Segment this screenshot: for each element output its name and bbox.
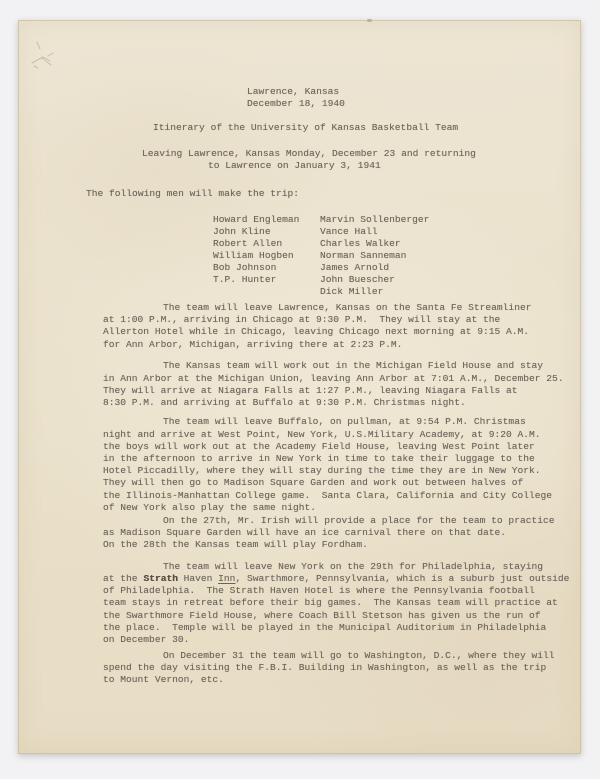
roster-name: James Arnold: [320, 261, 390, 273]
paragraph-line: On the 27th, Mr. Irish will provide a place for the team to practice: [163, 514, 555, 526]
paragraph-line: Hotel Piccadilly, where they will stay during the time they are in New York.: [103, 465, 541, 477]
paragraph-line: in Ann Arbor at the Michigan Union, leaving Ann Arbor at 7:01 A.M., December 25.: [103, 372, 564, 384]
roster-left-column: [213, 214, 299, 286]
document-title: Itinerary of the University of Kansas Basketball Team: [153, 122, 459, 133]
paragraph-line: the boys will work out at the Academy Field House, leaving West Point later: [103, 440, 535, 452]
document-page: [18, 20, 581, 754]
text-segment: , Swarthmore, Pennsylvania, which is a suburb just outside: [235, 573, 570, 584]
paragraph-2: [103, 360, 564, 409]
text-segment: at the: [103, 573, 144, 584]
paragraph-line: The team will leave Lawrence, Kansas on the Santa Fe Streamliner: [163, 302, 532, 313]
roster-name: Dick Miller: [320, 285, 384, 297]
paragraph-line: They will arrive at Niagara Falls at 1:27 P.M., leaving Niagara Falls at: [103, 384, 518, 396]
roster-name: Charles Walker: [320, 237, 401, 249]
subtitle-line-2: to Lawrence on January 3, 1941: [208, 159, 381, 171]
paragraph-line: the place. Temple will be played in the Municipal Auditorium in Philadelphia: [103, 621, 547, 633]
text-segment: Haven: [177, 573, 219, 584]
roster-name: T.P. Hunter: [213, 273, 277, 285]
paragraph-line: for Ann Arbor, Michigan, arriving there at 2:23 P.M.: [103, 338, 403, 350]
roster-name: William Hogben: [213, 249, 294, 261]
subtitle-line-1: Leaving Lawrence, Kansas Monday, December 23 and returning: [142, 147, 476, 159]
paragraph-4: [103, 515, 555, 552]
roster-name: Bob Johnson: [213, 261, 277, 273]
paper-edge-nick: [367, 19, 372, 22]
paragraph-line: the Illinois-Manhattan College game. Santa Clara, California and City College: [103, 489, 553, 501]
paragraph-line: as Madison Square Garden will have an ice carnival there on that date.: [103, 527, 507, 538]
paragraph-line: 8:30 P.M. and arriving at Buffalo at 9:30 P.M. Christmas night.: [103, 396, 466, 408]
paragraph-line: They will then go to Madison Square Garden and work out between halves of: [103, 477, 524, 489]
paragraph-line: The team will leave New York on the 29th for Philadelphia, staying: [163, 560, 543, 572]
paragraph-3: [103, 416, 552, 514]
paragraph-6: [103, 650, 555, 687]
paragraph-line: on December 30.: [103, 634, 190, 646]
paragraph-line: [103, 573, 569, 585]
paragraph-line: at 1:00 P.M., arriving in Chicago at 9:30 P.M. They will stay at the: [103, 314, 501, 326]
paragraph-line: the Swarthmore Field House, where Coach Bill Stetson has given us the run of: [103, 609, 541, 621]
date-line: December 18, 1940: [247, 98, 345, 109]
roster-name: John Buescher: [320, 273, 395, 285]
roster-name: Robert Allen: [213, 237, 283, 249]
paragraph-line: in the afternoon to arrive in New York in time to take their luggage to the: [103, 452, 535, 464]
paragraph-line: of Philadelphia. The Strath Haven Hotel is where the Pennsylvania football: [103, 585, 535, 597]
paragraph-line: to Mount Vernon, etc.: [103, 674, 224, 686]
paragraph-line: night and arrive at West Point, New York, U.S.Military Academy, at 9:20 A.M.: [103, 428, 541, 440]
paragraph-line: Allerton Hotel while in Chicago, leaving Chicago next morning at 9:15 A.M.: [103, 326, 530, 338]
roster-name: Howard Engleman: [213, 214, 300, 225]
pencil-scribble: [28, 36, 68, 80]
paragraph-line: spend the day visiting the F.B.I. Building in Washington, as well as the trip: [103, 662, 547, 674]
roster-name: Norman Sanneman: [320, 249, 407, 261]
place-line: Lawrence, Kansas: [247, 85, 340, 97]
roster-name: Vance Hall: [320, 225, 378, 237]
paragraph-1: [103, 302, 531, 351]
paragraph-line: On December 31 the team will go to Washington, D.C., where they will: [163, 650, 555, 661]
paragraph-line: The Kansas team will work out in the Michigan Field House and stay: [163, 360, 543, 372]
paragraph-line: On the 28th the Kansas team will play Fordham.: [103, 539, 368, 551]
roster-intro: The following men will make the trip:: [86, 187, 300, 199]
emphasized-text: Inn: [218, 573, 236, 584]
roster-name: John Kline: [213, 225, 271, 237]
paragraph-line: team stays in retreat before their big games. The Kansas team will practice at: [103, 597, 558, 609]
paragraph-5: [103, 561, 569, 646]
roster-right-column: [320, 214, 429, 298]
paragraph-line: The team will leave Buffalo, on pullman, at 9:54 P.M. Christmas: [163, 416, 526, 428]
emphasized-text: Strath: [143, 573, 178, 584]
roster-name: Marvin Sollenberger: [320, 214, 430, 225]
paragraph-line: of New York also play the same night.: [103, 501, 317, 513]
